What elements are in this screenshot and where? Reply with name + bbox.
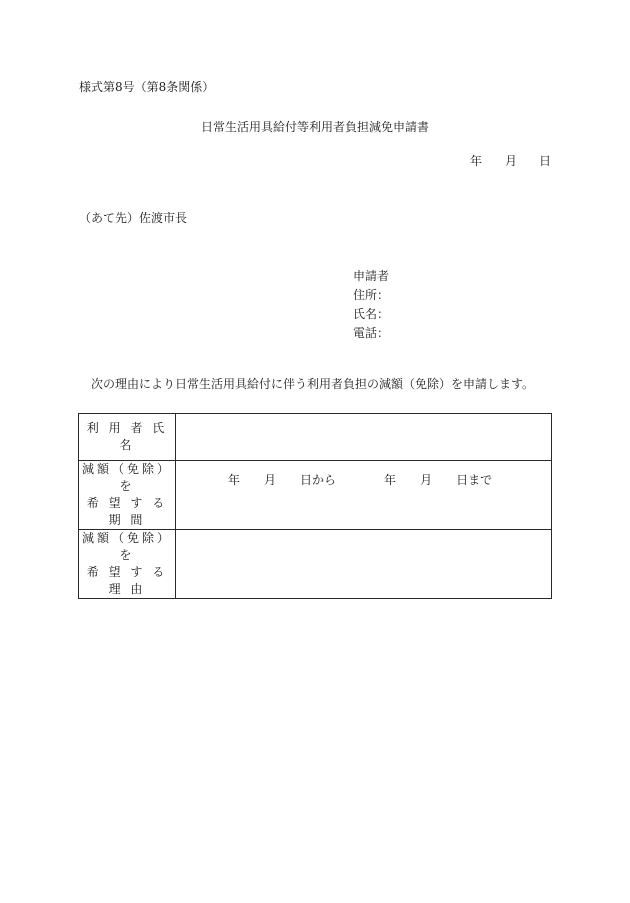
application-table [78,413,552,599]
date-line [470,155,551,167]
period-label [79,461,176,530]
table-row-user-name [79,414,552,461]
document-title: 日常生活用具給付等利用者負担減免申請書 [200,120,429,134]
date-month-label: 月 [505,154,518,168]
reason-label-line2: 希 望 す る 理 由 [86,565,168,596]
period-label-line1: 減額（免除）を [81,462,172,493]
user-name-label: 利 用 者 氏 名 [79,414,176,461]
period-to-year: 年 [384,473,397,487]
reason-field[interactable] [176,530,552,599]
reason-label [79,530,176,599]
period-from-month: 月 [264,473,277,487]
table-row-period [79,461,552,530]
period-to-month: 月 [420,473,433,487]
period-to-day: 日まで [456,473,493,487]
applicant-address-label: 住所： [353,288,390,302]
applicant-heading: 申請者 [353,269,390,283]
reason-label-line1: 減額（免除）を [81,531,172,562]
period-field[interactable] [176,461,552,530]
period-text [228,474,492,486]
applicant-phone-label: 電話： [353,326,390,340]
form-number: 様式第8号（第8条関係） [79,80,215,94]
period-from-day: 日から [300,473,337,487]
table-row-reason [79,530,552,599]
applicant-name-label: 氏名： [353,307,390,321]
period-from-year: 年 [228,473,241,487]
user-name-field[interactable] [176,414,552,461]
date-year-label: 年 [470,154,483,168]
intro-statement: 次の理由により日常生活用具給付に伴う利用者負担の減額（免除）を申請します。 [91,377,535,391]
date-day-label: 日 [539,154,552,168]
period-label-line2: 希 望 す る 期 間 [86,496,168,527]
applicant-block [353,267,389,343]
addressee: （あて先）佐渡市長 [79,211,188,225]
